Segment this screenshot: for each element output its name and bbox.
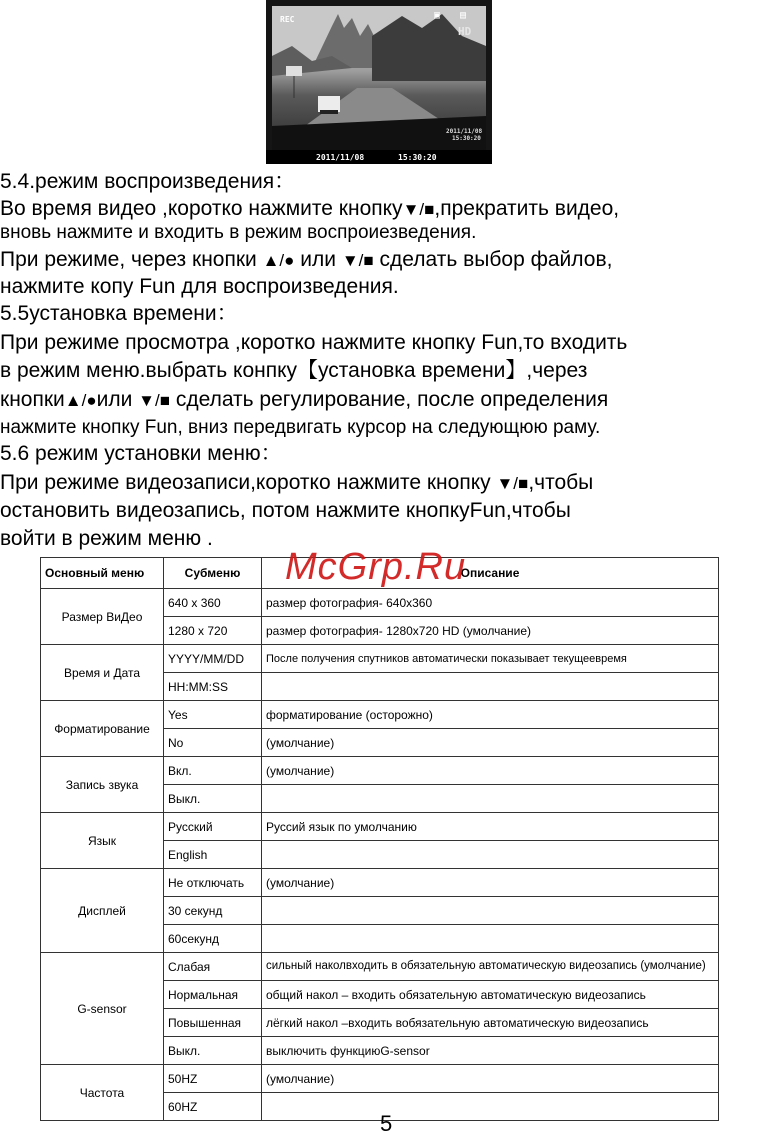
s54-line-3-text-c: сделать выбор файлов, xyxy=(379,248,613,271)
s55-line-4: нажмите кнопку Fun, вниз передвигать курсор на следующюю раму. xyxy=(0,417,601,438)
description-cell: (умолчание) xyxy=(262,729,719,757)
s54-line-3-text-a: При режиме, через кнопки xyxy=(0,248,257,271)
description-cell: выключить функциюG-sensor xyxy=(262,1037,719,1065)
submenu-cell: Слабая xyxy=(164,953,262,981)
submenu-cell: No xyxy=(164,729,262,757)
section-5-5-title: 5.5установка времени： xyxy=(0,302,238,325)
description-cell xyxy=(262,925,719,953)
down-stop-icon: ▼/■ xyxy=(138,391,170,410)
s55-line-3-text-a: кнопки xyxy=(0,388,65,411)
s56-line-3: войти в режим меню . xyxy=(0,527,213,550)
menu-settings-table xyxy=(40,557,719,1121)
submenu-cell: Выкл. xyxy=(164,785,262,813)
header-submenu: Субменю xyxy=(164,558,262,589)
main-menu-cell: Размер ВиДео xyxy=(41,589,164,645)
main-menu-cell: Язык xyxy=(41,813,164,869)
description-cell: общий накол – входить обязательную автоматическую видеозапись xyxy=(262,981,719,1009)
s54-line-3-text-b: или xyxy=(300,248,336,271)
table-row xyxy=(41,953,719,981)
description-cell: (умолчание) xyxy=(262,1065,719,1093)
camera-preview-image xyxy=(266,0,492,164)
submenu-cell: Вкл. xyxy=(164,757,262,785)
lock-icon: ▣ xyxy=(434,10,441,21)
watermark: McGrp.Ru xyxy=(285,546,467,588)
footer-date: 2011/11/08 xyxy=(316,153,365,162)
table-row xyxy=(41,869,719,897)
s55-line-3 xyxy=(0,387,608,414)
submenu-cell: 50HZ xyxy=(164,1065,262,1093)
description-cell: После получения спутников автоматически показывает текущеевремя xyxy=(262,645,719,673)
submenu-cell: Нормальная xyxy=(164,981,262,1009)
s56-line-1-text-a: При режиме видеозаписи,коротко нажмите кнопку xyxy=(0,471,491,494)
down-stop-icon: ▼/■ xyxy=(496,474,529,493)
description-cell: Руссий язык по умолчанию xyxy=(262,813,719,841)
table-row xyxy=(41,813,719,841)
s54-line-3 xyxy=(0,247,612,274)
header-description: Описание xyxy=(262,558,719,589)
up-ok-icon: ▲/● xyxy=(262,251,295,270)
hd-label: HD xyxy=(458,25,472,38)
s54-line-1-text-b: ,прекратить видео, xyxy=(434,197,620,220)
preview-footer xyxy=(266,150,492,164)
page-number: 5 xyxy=(380,1111,393,1136)
submenu-cell: Русский xyxy=(164,813,262,841)
submenu-cell: English xyxy=(164,841,262,869)
main-menu-cell: Дисплей xyxy=(41,869,164,953)
s54-line-4: нажмите копу Fun для воспроизведения. xyxy=(0,275,399,298)
description-cell: лёгкий накол –входить вобязательную автоматическую видеозапись xyxy=(262,1009,719,1037)
rec-indicator: REC xyxy=(280,15,295,24)
submenu-cell: 1280 x 720 xyxy=(164,617,262,645)
submenu-cell: Повышенная xyxy=(164,1009,262,1037)
sd-card-icon: ▤ xyxy=(460,10,467,21)
s54-line-1-text-a: Во время видео ,коротко нажмите кнопку xyxy=(0,197,403,220)
main-menu-cell: G-sensor xyxy=(41,953,164,1065)
table-row xyxy=(41,701,719,729)
s56-line-2: остановить видеозапись, потом нажмите кнопкуFun,чтобы xyxy=(0,499,571,522)
description-cell: форматирование (осторожно) xyxy=(262,701,719,729)
main-menu-cell: Запись звука xyxy=(41,757,164,813)
description-cell: размер фотография- 640x360 xyxy=(262,589,719,617)
overlay-time: 15:30:20 xyxy=(452,135,481,142)
s54-line-1 xyxy=(0,196,619,223)
s56-line-1 xyxy=(0,470,593,497)
submenu-cell: 60HZ xyxy=(164,1093,262,1121)
table-row xyxy=(41,645,719,673)
description-cell xyxy=(262,897,719,925)
s55-line-1: При режиме просмотра ,коротко нажмите кнопку Fun,то входить xyxy=(0,331,628,354)
section-5-4-title: 5.4.режим воспроизведения： xyxy=(0,170,296,193)
description-cell: (умолчание) xyxy=(262,869,719,897)
main-menu-cell: Время и Дата xyxy=(41,645,164,701)
submenu-cell: Выкл. xyxy=(164,1037,262,1065)
s55-line-2: в режим меню.выбрать конпку【установка времени】,через xyxy=(0,359,588,382)
overlay-date: 2011/11/08 xyxy=(446,128,483,135)
description-cell xyxy=(262,785,719,813)
submenu-cell: HH:MM:SS xyxy=(164,673,262,701)
description-cell: сильный наколвходить в обязательную автоматическую видеозапись (умолчание) xyxy=(262,953,719,981)
submenu-cell: Не отключать xyxy=(164,869,262,897)
header-main-menu: Основный меню xyxy=(41,558,164,589)
description-cell xyxy=(262,673,719,701)
table-row xyxy=(41,589,719,617)
submenu-cell: Yes xyxy=(164,701,262,729)
description-cell: размер фотография- 1280x720 HD (умолчание) xyxy=(262,617,719,645)
submenu-cell: 30 секунд xyxy=(164,897,262,925)
main-menu-cell: Частота xyxy=(41,1065,164,1121)
footer-time: 15:30:20 xyxy=(398,153,437,162)
description-cell xyxy=(262,1093,719,1121)
description-cell: (умолчание) xyxy=(262,757,719,785)
up-ok-icon: ▲/● xyxy=(64,391,97,410)
submenu-cell: 60секунд xyxy=(164,925,262,953)
s55-line-3-text-c: сделать регулирование, после определения xyxy=(175,388,609,411)
submenu-cell: YYYY/MM/DD xyxy=(164,645,262,673)
preview-screen xyxy=(272,6,486,150)
s54-line-2: вновь нажмите и входить в режим воспроиезведения. xyxy=(0,222,477,243)
submenu-cell: 640 x 360 xyxy=(164,589,262,617)
description-cell xyxy=(262,841,719,869)
down-stop-icon: ▼/■ xyxy=(341,251,374,270)
section-5-6-title: 5.6 режим установки меню： xyxy=(0,442,282,465)
main-menu-cell: Форматирование xyxy=(41,701,164,757)
table-row xyxy=(41,757,719,785)
down-stop-icon: ▼/■ xyxy=(402,200,435,219)
s56-line-1-text-b: ,чтобы xyxy=(528,471,594,494)
table-row xyxy=(41,1065,719,1093)
s55-line-3-text-b: или xyxy=(96,388,133,411)
